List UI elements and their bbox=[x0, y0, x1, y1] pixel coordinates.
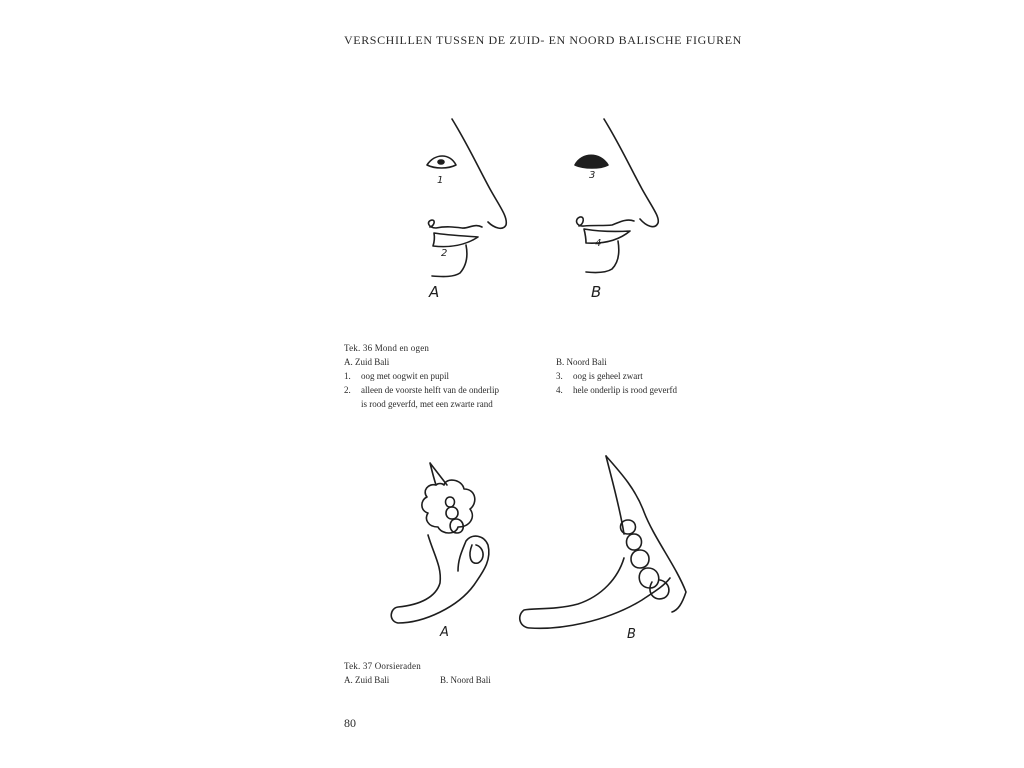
profile-a-label: A bbox=[429, 283, 440, 301]
item-text: oog met oogwit en pupil bbox=[361, 371, 449, 381]
profile-b-upper-lip bbox=[577, 217, 634, 226]
ornament-a-spike bbox=[430, 463, 447, 485]
profile-a-lower-lip bbox=[433, 233, 478, 247]
figure-36-caption-b-item-3 bbox=[556, 370, 643, 384]
label-3: 3 bbox=[589, 170, 596, 181]
profile-b-nose-line bbox=[604, 119, 658, 227]
figure-36-caption-b-item-4 bbox=[556, 384, 677, 398]
profile-a-nose-line bbox=[452, 119, 506, 228]
figure-36-profile-a bbox=[410, 115, 530, 305]
figure-36-profile-b bbox=[560, 115, 680, 305]
label-1: 1 bbox=[437, 175, 444, 186]
ornament-b-outer-blade bbox=[606, 456, 686, 612]
figure-37-caption-a: A. Zuid Bali bbox=[344, 675, 390, 685]
figure-36-caption-a-item-2 bbox=[344, 384, 499, 398]
profile-b-chin bbox=[586, 241, 619, 273]
figure-37-caption-b: B. Noord Bali bbox=[440, 675, 491, 685]
label-4: 4 bbox=[595, 238, 602, 249]
figure-36-caption-b-heading: B. Noord Bali bbox=[556, 357, 607, 367]
page-header: VERSCHILLEN TUSSEN DE ZUID- EN NOORD BALISCHE FIGUREN bbox=[344, 33, 742, 47]
item-text: hele onderlip is rood geverfd bbox=[573, 385, 677, 395]
page-number: 80 bbox=[344, 716, 356, 730]
ornament-a-body bbox=[391, 535, 489, 623]
item-text: alleen de voorste helft van de onderlip bbox=[361, 385, 499, 395]
profile-a-upper-lip bbox=[429, 220, 482, 228]
figure-36-caption-a-item-1 bbox=[344, 370, 449, 384]
profile-b-lower-lip bbox=[584, 229, 630, 243]
label-2: 2 bbox=[441, 248, 448, 259]
ornament-b-label: B bbox=[627, 627, 636, 642]
figure-36-caption-a-item-2-cont bbox=[344, 398, 493, 412]
profile-a-chin bbox=[432, 245, 467, 277]
item-text: is rood geverfd, met een zwarte rand bbox=[361, 399, 493, 409]
figure-36-caption-title: Tek. 36 Mond en ogen bbox=[344, 343, 430, 353]
profile-b-eye bbox=[575, 155, 608, 168]
item-number: 2. bbox=[344, 385, 351, 395]
ornament-a-label: A bbox=[440, 625, 449, 640]
figure-37-ear-ornament-a bbox=[380, 455, 515, 645]
figure-37-ear-ornament-b bbox=[512, 450, 692, 650]
item-text: oog is geheel zwart bbox=[573, 371, 643, 381]
item-number: 3. bbox=[556, 371, 563, 381]
profile-a-pupil bbox=[438, 160, 444, 164]
figure-37-caption-title: Tek. 37 Oorsieraden bbox=[344, 661, 421, 671]
ornament-a-scroll bbox=[470, 545, 483, 563]
figure-36-caption-a-heading: A. Zuid Bali bbox=[344, 357, 390, 367]
ornament-b-scroll bbox=[650, 580, 669, 599]
item-number: 4. bbox=[556, 385, 563, 395]
profile-b-label: B bbox=[591, 283, 602, 301]
item-number: 1. bbox=[344, 371, 351, 381]
